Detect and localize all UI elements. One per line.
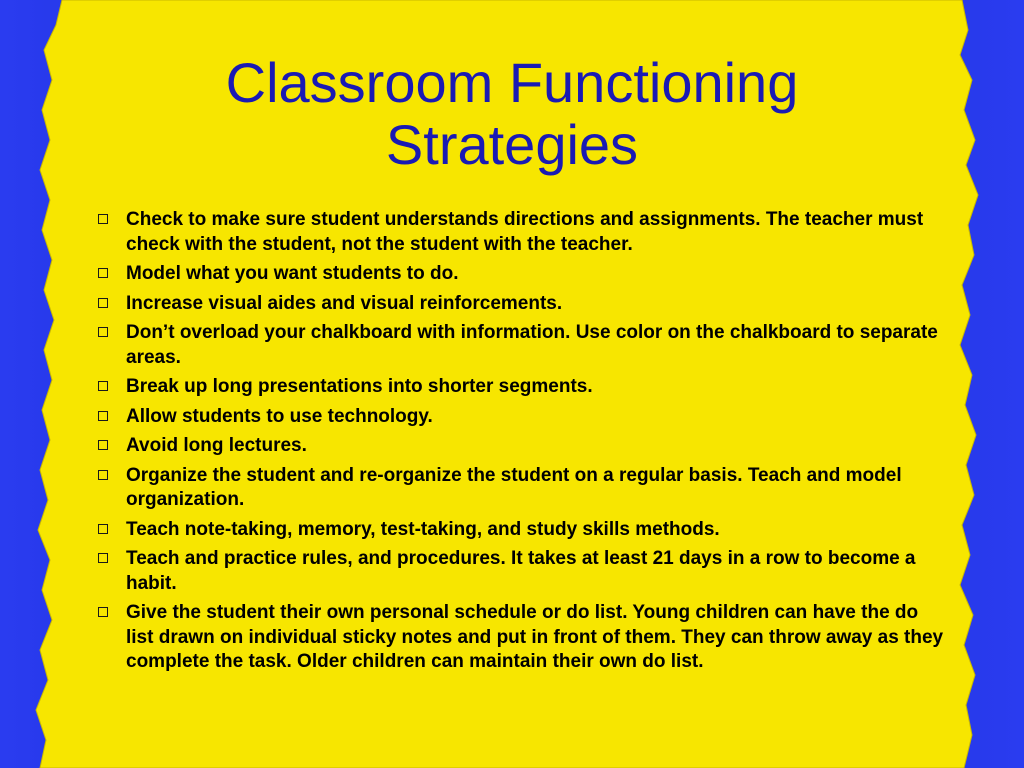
bullet-list — [96, 208, 946, 680]
bullet-text: Don’t overload your chalkboard with information. Use color on the chalkboard to separate areas. — [126, 322, 938, 368]
list-item — [96, 375, 946, 400]
list-item — [96, 321, 946, 370]
hollow-square-bullet-icon — [98, 381, 108, 391]
list-item — [96, 464, 946, 513]
list-item — [96, 434, 946, 459]
hollow-square-bullet-icon — [98, 268, 108, 278]
hollow-square-bullet-icon — [98, 524, 108, 534]
title-line-1: Classroom Functioning — [225, 51, 799, 114]
bullet-text: Teach note-taking, memory, test-taking, and study skills methods. — [126, 518, 720, 540]
hollow-square-bullet-icon — [98, 298, 108, 308]
bullet-text: Increase visual aides and visual reinforcements. — [126, 292, 563, 314]
bullet-text: Give the student their own personal schedule or do list. Young children can have the do list drawn on individual sticky notes and put in front of them. They can throw away as they complete the task. Older children can maintain their own do list. — [126, 602, 944, 672]
hollow-square-bullet-icon — [98, 607, 108, 617]
title-line-2: Strategies — [385, 113, 639, 176]
bullet-text: Teach and practice rules, and procedures. It takes at least 21 days in a row to become a habit. — [126, 548, 916, 594]
list-item — [96, 262, 946, 287]
list-item — [96, 208, 946, 257]
hollow-square-bullet-icon — [98, 470, 108, 480]
hollow-square-bullet-icon — [98, 327, 108, 337]
bullet-text: Organize the student and re-organize the student on a regular basis. Teach and model organization. — [126, 464, 902, 510]
bullet-text: Check to make sure student understands directions and assignments. The teacher must check with the student, not the student with the teacher. — [126, 209, 924, 255]
bullet-text: Break up long presentations into shorter segments. — [126, 376, 593, 397]
list-item — [96, 601, 946, 675]
hollow-square-bullet-icon — [98, 440, 108, 450]
slide-title — [120, 52, 904, 176]
list-item — [96, 405, 946, 430]
bullet-text: Allow students to use technology. — [126, 405, 433, 427]
bullet-text: Model what you want students to do. — [126, 263, 459, 284]
list-item — [96, 292, 946, 317]
hollow-square-bullet-icon — [98, 214, 108, 224]
list-item — [96, 547, 946, 596]
bullet-text: Avoid long lectures. — [126, 435, 307, 456]
list-item — [96, 518, 946, 543]
hollow-square-bullet-icon — [98, 553, 108, 563]
hollow-square-bullet-icon — [98, 411, 108, 421]
